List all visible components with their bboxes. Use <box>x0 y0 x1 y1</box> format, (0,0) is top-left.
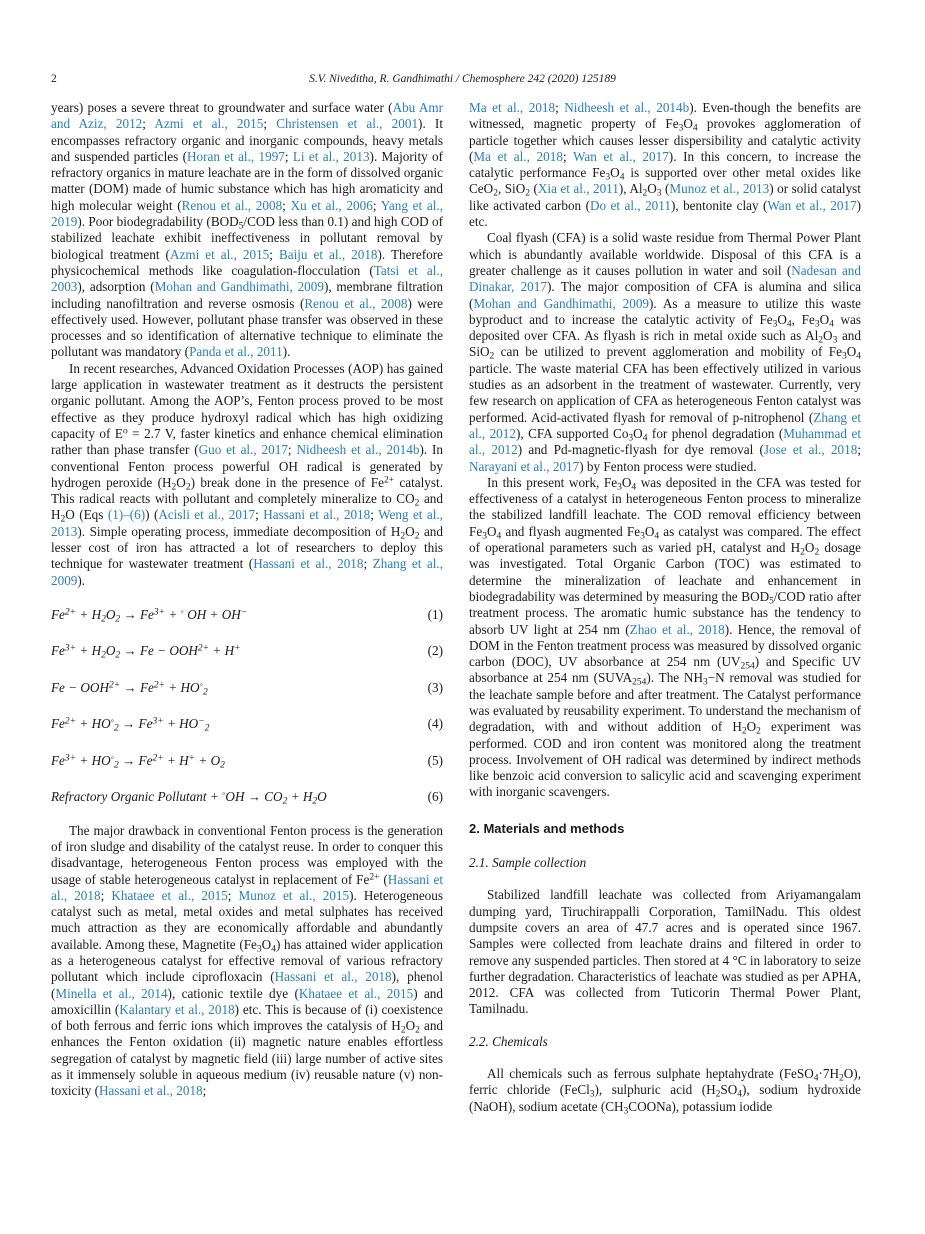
subscript: 2 <box>115 650 121 661</box>
superscript: 2+ <box>153 680 166 691</box>
superscript: − <box>198 717 205 728</box>
citation-link[interactable]: Yang et al., 2019 <box>51 197 444 230</box>
subscript: 2 <box>800 547 805 558</box>
citation-link[interactable]: Hassani et al., 2018 <box>253 556 364 572</box>
subscript: 2 <box>312 796 318 807</box>
superscript: 3+ <box>152 717 164 728</box>
equation-4 <box>51 716 443 732</box>
running-title: S.V. Niveditha, R. Gandhimathi / Chemosphere 242 (2020) 125189 <box>309 73 616 85</box>
subscript: 2 <box>839 1073 844 1084</box>
superscript: o <box>122 426 128 437</box>
subscript: 2 <box>400 531 406 542</box>
subscript: 2 <box>756 726 761 737</box>
subscript: 4 <box>692 123 698 134</box>
subscript: 2 <box>171 482 177 493</box>
superscript: 2+ <box>108 680 121 691</box>
right-column <box>469 100 861 1115</box>
equation-body: $Fe^{2+} + HO^◦_2 \to Fe^{3+} + HO^-_2$ <box>51 716 210 734</box>
subscript: 3 <box>482 531 487 542</box>
subscript: 2 <box>525 188 530 199</box>
subscript: 2 <box>101 614 106 625</box>
citation-link[interactable]: Zhang et al., 2012 <box>469 409 861 441</box>
citation-link[interactable]: Acisli et al., 2017 <box>158 507 256 523</box>
subscript: 4 <box>737 1089 743 1100</box>
subscript: 3 <box>702 677 708 688</box>
subscript: 2 <box>282 796 288 807</box>
subscript: 3 <box>256 944 262 955</box>
superscript: 2+ <box>369 872 380 883</box>
superscript: ◦ <box>222 790 226 801</box>
citation-link[interactable]: Khataee et al., 2015 <box>298 985 414 1001</box>
citation-link[interactable]: Zhang et al., 2009 <box>51 556 444 588</box>
superscript: 3+ <box>64 753 77 764</box>
subscript: 3 <box>628 433 634 444</box>
superscript: + <box>234 644 241 655</box>
subscript: 2 <box>814 547 820 558</box>
subscript: 2 <box>185 482 191 493</box>
subscript: 2 <box>114 723 119 734</box>
subscript: 4 <box>856 351 861 362</box>
citation-link[interactable]: Munoz et al., 2015 <box>238 887 350 903</box>
citation-link[interactable]: Hassani et al., 2018 <box>51 871 443 903</box>
superscript: 2+ <box>152 753 164 764</box>
paragraph: years) poses a severe threat to groundwater and surface water (Abu Amr and Aziz, 2012; Azmi et al., 2015; Christensen et al., 2001). It encompasses refractory organic and inorganic compounds, heavy metals and suspended particles (Horan et al., 1997; Li et al., 2013). Majority of refractory organics in mature leachate are in the form of dissolved organic matter (DOM) made of humic substance which has high aromaticity and high molecular weight (Renou et al., 2008; Xu et al., 2006; Yang et al., 2019). Poor biodegradability ($BOD_5$/COD less than 0.1) and high COD of stabilized leachate exhibit ineffectiveness in pollutant removal by biological treatment (Azmi et al., 2015; Baiju et al., 2018). Therefore physicochemical methods like coagulation-flocculation (Tatsi et al., 2003), adsorption (Mohan and Gandhimathi, 2009), membrane filtration including nanofiltration and reverse osmosis (Renou et al., 2008) were effectively used. However, pollutant phase transfer was observed in these processes and so identification of alternative technique to eliminate the pollutant was mandatory (Panda et al., 2011). <box>51 100 444 360</box>
equation-number: (2) <box>427 643 443 659</box>
citation-link[interactable]: Li et al., 2013 <box>292 148 370 164</box>
subscript: 2 <box>202 687 208 698</box>
subscript: 4 <box>829 319 834 330</box>
subscript: 2 <box>493 188 498 199</box>
superscript: 3+ <box>64 644 77 655</box>
equation-2 <box>51 643 443 659</box>
equation-body: $Fe^{3+} + H_2O_2 \to Fe - OOH^{2+} + H^+$ <box>51 643 241 661</box>
subscript: 3 <box>640 531 645 542</box>
citation-link[interactable]: Mohan and Gandhimathi, 2009 <box>473 295 650 311</box>
equation-number: (6) <box>427 789 443 805</box>
citation-link[interactable]: Ma et al., 2018 <box>469 100 556 115</box>
citation-link[interactable]: Guo et al., 2017 <box>198 442 288 458</box>
subscript: 4 <box>813 1073 819 1084</box>
superscript: 2+ <box>64 717 77 728</box>
subscript: 4 <box>619 172 625 183</box>
equation-body: Refractory Organic Pollutant + $^◦OH \to CO_2 + H_2O$ <box>51 789 327 807</box>
citation-link[interactable]: Ma et al., 2018 <box>473 148 563 164</box>
superscript: 2+ <box>64 607 77 618</box>
citation-link[interactable]: Khataee et al., 2015 <box>111 887 228 903</box>
citation-link[interactable]: Zhao et al., 2018 <box>629 621 725 637</box>
equation-number: (1) <box>427 606 443 622</box>
citation-link[interactable]: Jose et al., 2018 <box>763 442 858 458</box>
superscript: ◦ <box>199 680 203 691</box>
citation-link[interactable]: Azmi et al., 2015 <box>169 246 270 262</box>
citation-link[interactable]: Baiju et al., 2018 <box>278 246 378 262</box>
citation-link[interactable]: Tatsi et al., 2003 <box>51 262 443 295</box>
citation-link[interactable]: Weng et al., 2013 <box>51 507 443 539</box>
paragraph: Coal flyash (CFA) is a solid waste residue from Thermal Power Plant which is abundantly available worldwide. Disposal of this CFA is a greater challenge as it causes pollution in water and soil (Nadesan and Dinakar, 2017). The major composition of CFA is alumina and silica (Mohan and Gandhimathi, 2009). As a measure to utilize this waste byproduct and to increase the catalytic activity of $Fe_3O_4$, $Fe_3O_4$ was deposited over CFA. As flyash is rich in metal oxide such as $Al_2O_3$ and SiO$_2$ can be utilized to prevent agglomeration and mobility of $Fe_3O_4$ particle. The waste material CFA has been effectively utilized in various studies as an adsorbent in the treatment of wastewater. Currently, very few research on application of CFA as heterogeneous Fenton catalyst was performed. Acid-activated flyash for removal of p-nitrophenol (Zhang et al., 2012), CFA supported $Co_3O_4$ for phenol degradation (Muhammad et al., 2012) and Pd-magnetic-flyash for dye removal (Jose et al., 2018; Narayani et al., 2017) by Fenton process were studied. <box>469 230 861 474</box>
citation-link[interactable]: Renou et al., 2008 <box>181 197 283 213</box>
subscript: 2 <box>414 498 420 509</box>
subscript: 4 <box>271 944 276 955</box>
citation-link[interactable]: Hassani et al., 2018 <box>263 507 371 523</box>
equation-3 <box>51 680 443 696</box>
subscript: 5 <box>769 596 774 607</box>
subscript: 254 <box>740 661 755 672</box>
paragraph: In this present work, $Fe_3O_4$ was deposited in the CFA was tested for effectiveness of a catalyst in heterogeneous Fenton process to mineralize the stabilized landfill leachate. The COD removal efficiency between $Fe_3O_4$ and flyash augmented $Fe_3O_4$ as catalyst was compared. The effect of operational parameters such as varied pH, catalyst and $H_2O_2$ dosage was investigated. Total Organic Carbon (TOC) was estimated to determine the mineralization of leachate and enhancement in biodegradability was determined by measuring the $BOD_5$/COD ratio after treatment process. The aromatic humic substance has the tendency to absorb UV light at 254 nm (Zhao et al., 2018). Hence, the removal of DOM in the Fenton treatment process was measured by dissolved organic carbon (DOC), UV absorbance at 254 nm $(UV_{254})$ and Specific UV absorbance at 254 nm $(SUVA_{254})$. The $NH_3-N$ removal was studied for the leachate sample before and after treatment. The Catalyst performance was evaluated by reusability experiment. To understand the mechanism of degradation, with and without addition of $H_2O_2$ experiment was performed. COD and iron content was monitored along the treatment process. Involvement of OH radical was determined by indirect methods like benzoic acid conversion to salicylic acid and scavenging experiment with inorganic scavengers. <box>469 474 862 800</box>
superscript: ◦ <box>110 717 115 728</box>
equation-body: $Fe^{2+} + H_2O_2 \to Fe^{3+} + ^◦$ OH + OH− <box>51 606 248 625</box>
citation-link[interactable]: Do et al., 2011 <box>589 197 671 213</box>
subscript: 2 <box>415 1025 420 1036</box>
subscript: 3 <box>617 482 622 493</box>
subscript: 2 <box>220 760 225 771</box>
paragraph: All chemicals such as ferrous sulphate heptahydrate $(FeSO_4\cdot 7H_2O)$, ferric chloride (FeCl$_3$), sulphuric acid $(H_2SO_4)$, sodium hydroxide (NaOH), sodium acetate $(CH_3COONa)$, potassium iodide <box>469 1066 861 1116</box>
superscript: 2+ <box>383 475 395 486</box>
subscript: 3 <box>841 351 847 362</box>
equation-body: $Fe - OOH^{2+} \to Fe^{2+} + HO^◦_2$ <box>51 679 208 698</box>
paragraph: Stabilized landfill leachate was collected from Ariyamangalam dumping yard, Tiruchirappalli Corporation, TamilNadu. This oldest dumpsite covers an area of 47.7 acres and is operated since 1967. Samples were collected from leachate drains and filtered in order to remove any suspended particles. Then stored at 4 °C in laboratory to seize further degradation. Characteristics of leachate was studied as per APHA, 2012. CFA was collected from Tuticorin Thermal Power Plant, Tamilnadu. <box>469 887 861 1017</box>
superscript: − <box>240 607 248 618</box>
citation-link[interactable]: Wan et al., 2017 <box>767 197 857 213</box>
equation-block <box>51 607 443 806</box>
left-column <box>51 100 443 1100</box>
equation-6 <box>51 789 443 805</box>
citation-link[interactable]: Christensen et al., 2001 <box>276 116 419 132</box>
superscript: + <box>188 753 196 764</box>
subscript: 2 <box>115 614 121 625</box>
subscript: 2 <box>414 531 420 542</box>
subscript: 2 <box>400 1025 406 1036</box>
citation-link[interactable]: Munoz et al., 2013 <box>669 181 770 197</box>
page-number: 2 <box>51 73 57 85</box>
subscript: 3 <box>772 319 778 330</box>
section-heading: 2. Materials and methods <box>469 820 625 836</box>
citation-link[interactable]: Kalantary et al., 2018 <box>119 1001 235 1017</box>
subscript: 2 <box>204 723 210 734</box>
subscript: 4 <box>496 531 502 542</box>
subscript: 2 <box>101 650 106 661</box>
subscript: 3 <box>678 123 684 134</box>
subscript: 3 <box>605 172 611 183</box>
subscript: 4 <box>654 531 660 542</box>
paragraph: Ma et al., 2018; Nidheesh et al., 2014b). Even-though the benefits are witnessed, magnetic property of $Fe_3O_4$ provokes agglomeration of particle together which causes lesser dispersibility and catalytic activity (Ma et al., 2018; Wan et al., 2017). In this concern, to increase the catalytic performance $Fe_3O_4$ is supported over other metal oxides like CeO$_2$, SiO$_2$ (Xia et al., 2011), $Al_2O_3$ (Munoz et al., 2013) or solid catalyst like activated carbon (Do et al., 2011), bentonite clay (Wan et al., 2017) etc. <box>469 100 862 230</box>
citation-link[interactable]: Mohan and Gandhimathi, 2009 <box>154 279 324 295</box>
citation-link[interactable]: Muhammad et al., 2012 <box>469 425 861 458</box>
citation-link[interactable]: Nidheesh et al., 2014b <box>564 100 690 115</box>
subscript: 3 <box>623 1106 629 1116</box>
subscript: 5 <box>238 221 244 232</box>
subscript: 2 <box>741 726 747 737</box>
equation-number: (5) <box>427 752 443 768</box>
subscript: 2 <box>114 760 119 771</box>
citation-link[interactable]: Hassani et al., 2018 <box>274 969 392 985</box>
superscript: 2+ <box>197 644 210 655</box>
subscript: 4 <box>631 482 637 493</box>
superscript: 3+ <box>153 607 166 618</box>
citation-link[interactable]: (1)–(6) <box>107 507 146 523</box>
subsection-heading: 2.2. Chemicals <box>469 1033 548 1049</box>
paragraph: The major drawback in conventional Fenton process is the generation of iron sludge and disability of the catalyst reuse. In order to conquer this disadvantage, heterogeneous Fenton process was employed with the usage of stable heterogeneous catalyst in replacement of $Fe^{2+}$ (Hassani et al., 2018; Khataee et al., 2015; Munoz et al., 2015). Heterogeneous catalyst such as metal, metal oxides and metal sulphates has received much attraction as they are economically affordable and abundantly available. Among these, Magnetite $(Fe_3O_4)$ has attained wider application as a heterogeneous catalyst for effective removal of various refractory pollutant which include ciprofloxacin (Hassani et al., 2018), phenol (Minella et al., 2014), cationic textile dye (Khataee et al., 2015) and amoxicillin (Kalantary et al., 2018) etc. This is because of (i) coexistence of both ferrous and ferric ions which improves the catalysis of $H_2O_2$ and enhances the Fenton oxidation (ii) magnetic nature enables effortless segregation of catalyst by magnetic field (iii) large number of active sites as it immensely soluble in aqueous medium (iv) reusable nature (v) non-toxicity (Hassani et al., 2018; <box>51 822 444 1099</box>
subscript: 254 <box>632 677 647 688</box>
citation-link[interactable]: Azmi et al., 2015 <box>154 116 264 132</box>
subscript: 2 <box>715 1089 721 1100</box>
superscript: ◦ <box>180 607 184 618</box>
equation-number: (3) <box>427 679 443 695</box>
citation-link[interactable]: Narayani et al., 2017 <box>469 458 580 474</box>
subscript: 3 <box>832 335 838 346</box>
citation-link[interactable]: Panda et al., 2011 <box>189 344 283 360</box>
subscript: 2 <box>642 188 648 199</box>
subscript: 2 <box>489 351 495 362</box>
equation-body: $Fe^{3+} + HO^◦_2 \to Fe^{2+} + H^+ + O_2$ <box>51 752 225 771</box>
citation-link[interactable]: Horan et al., 1997 <box>186 148 285 164</box>
equation-5 <box>51 753 443 769</box>
equation-number: (4) <box>427 716 443 732</box>
subscript: 2 <box>60 514 66 525</box>
citation-link[interactable]: Wan et al., 2017 <box>573 148 669 164</box>
paragraph: In recent researches, Advanced Oxidation Processes (AOP) has gained large application in wastewater treatment as it destructs the persistent organic pollutant. Among the AOP’s, Fenton process proved to be most effective as they produce hydroxyl radical which has high oxidizing capacity of $E^o = 2.7$ V, faster kinetics and enhance chemical elimination rather than phase transfer (Guo et al., 2017; Nidheesh et al., 2014b). In conventional Fenton process powerful OH radical is generated by hydrogen peroxide $(H_2O_2)$ break done in the presence of $Fe^{2+}$ catalyst. This radical reacts with pollutant and completely mineralize to $CO_2$ and $H_2O$ (Eqs (1)–(6)) (Acisli et al., 2017; Hassani et al., 2018; Weng et al., 2013). Simple operating process, immediate decomposition of $H_2O_2$ and lesser cost of iron has attracted a lot of researchers to deploy this technique for wastewater treatment (Hassani et al., 2018; Zhang et al., 2009). <box>51 360 444 588</box>
superscript: ◦ <box>110 753 115 764</box>
citation-link[interactable]: Xia et al., 2011 <box>537 181 619 197</box>
subscript: 4 <box>786 319 792 330</box>
subscript: 3 <box>656 188 662 199</box>
subscript: 2 <box>818 335 824 346</box>
citation-link[interactable]: Nidheesh et al., 2014b <box>296 442 420 458</box>
citation-link[interactable]: Renou et al., 2008 <box>304 295 408 311</box>
citation-link[interactable]: Nadesan and Dinakar, 2017 <box>469 262 861 295</box>
subsection-heading: 2.1. Sample collection <box>469 855 587 871</box>
citation-link[interactable]: Abu Amr and Aziz, 2012 <box>51 100 443 132</box>
subscript: 4 <box>642 433 648 444</box>
citation-link[interactable]: Xu et al., 2006 <box>290 197 373 213</box>
equation-1 <box>51 607 443 623</box>
citation-link[interactable]: Minella et al., 2014 <box>55 985 168 1001</box>
subscript: 3 <box>589 1089 595 1100</box>
citation-link[interactable]: Hassani et al., 2018 <box>98 1083 203 1099</box>
subscript: 3 <box>814 319 820 330</box>
